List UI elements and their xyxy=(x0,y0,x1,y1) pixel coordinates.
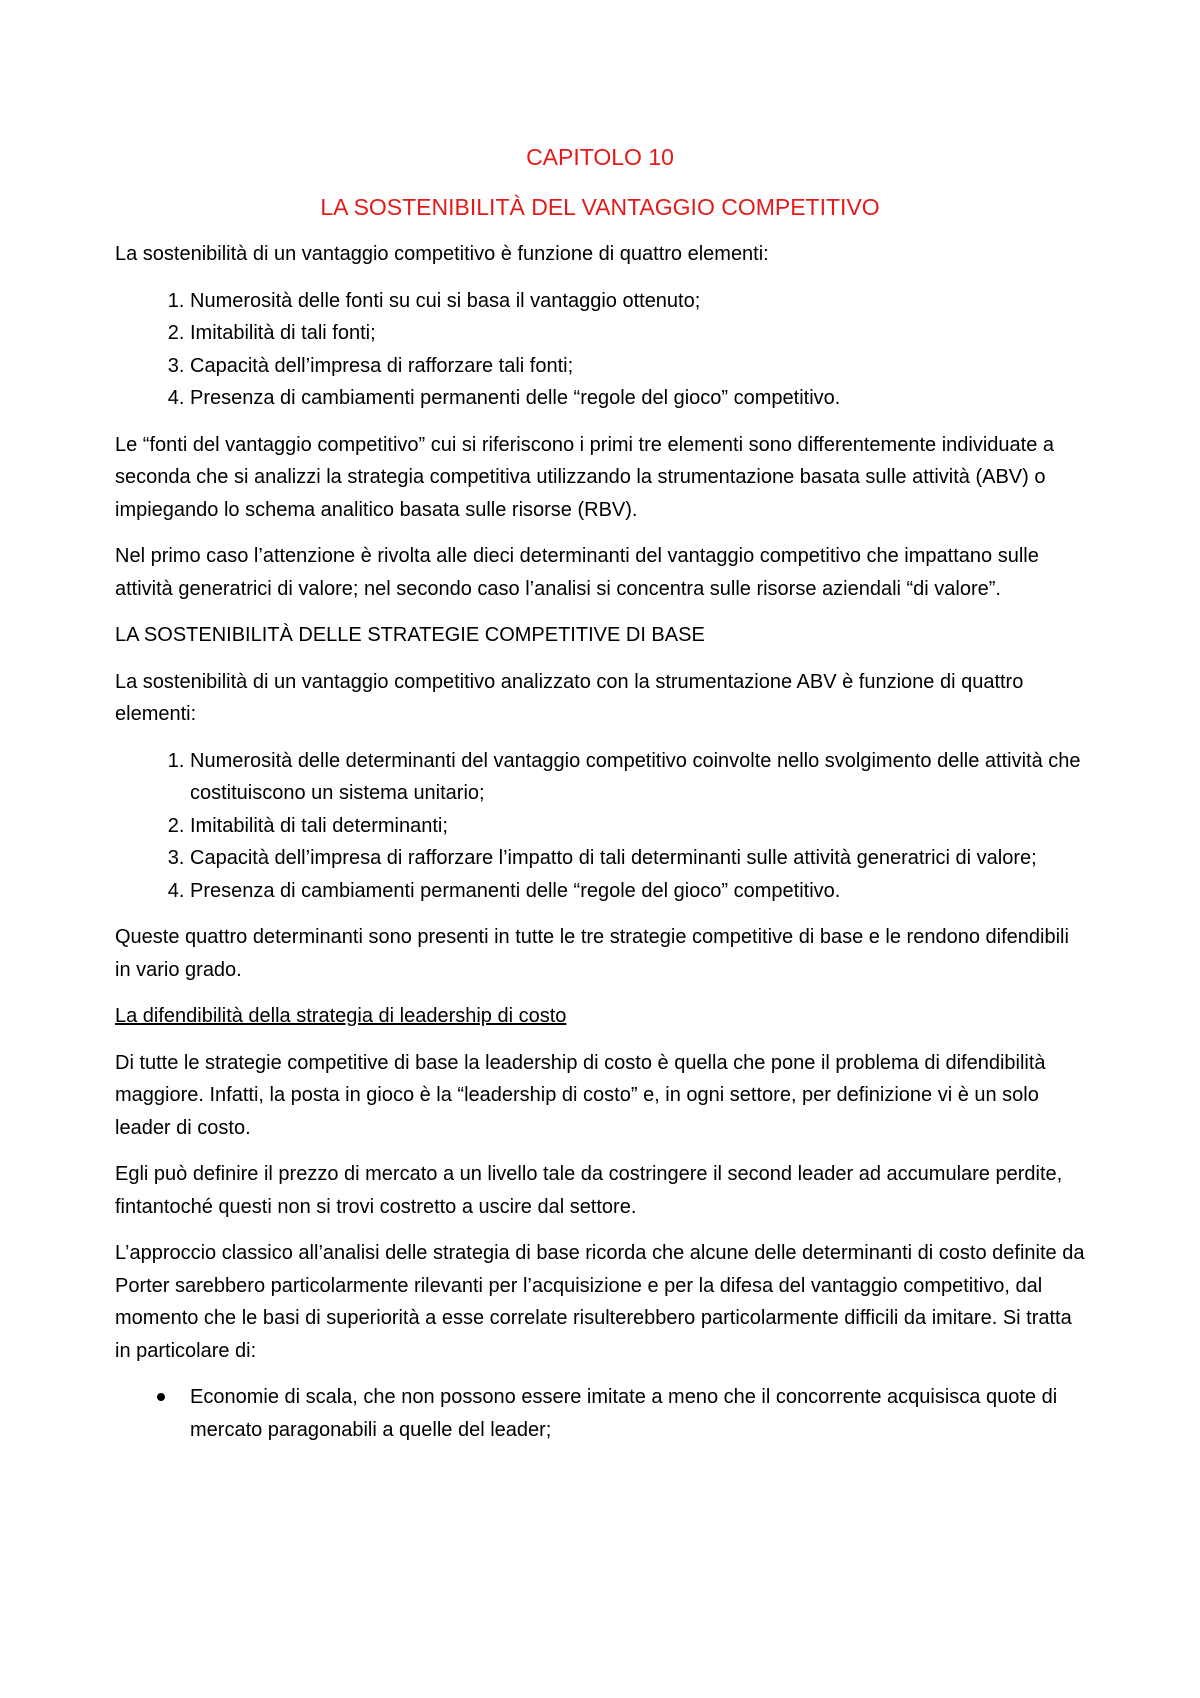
bullet-item: Economie di scala, che non possono essere imitate a meno che il concorrente acquisisca quote di mercato paragonabili a quelle del leader; xyxy=(190,1381,1085,1446)
list-item: 3. Capacità dell’impresa di rafforzare tali fonti; xyxy=(190,350,1085,383)
list-item: 1. Numerosità delle determinanti del vantaggio competitivo coinvolte nello svolgimento delle attività che costituiscono un sistema unitario; xyxy=(190,745,1085,810)
chapter-title: LA SOSTENIBILITÀ DEL VANTAGGIO COMPETITIVO xyxy=(320,194,880,220)
paragraph: Le “fonti del vantaggio competitivo” cui si riferiscono i primi tre elementi sono differentemente individuate a seconda che si analizzi la strategia competitiva utilizzando la strumentazione basata sulle attività (ABV) o impiegando lo schema analitico basata sulle risorse (RBV). xyxy=(115,433,1055,521)
list-item: 2. Imitabilità di tali determinanti; xyxy=(190,810,1085,843)
document-page xyxy=(115,140,1085,1460)
paragraph: Di tutte le strategie competitive di base la leadership di costo è quella che pone il problema di difendibilità maggiore. Infatti, la posta in gioco è la “leadership di costo” e, in ogni settore, per definizione vi è un solo leader di costo. xyxy=(115,1051,1046,1139)
determinants-list xyxy=(115,745,1085,908)
subsection-heading: La difendibilità della strategia di leadership di costo xyxy=(115,1005,567,1027)
intro-paragraph: La sostenibilità di un vantaggio competitivo è funzione di quattro elementi: xyxy=(115,243,769,265)
paragraph: Egli può definire il prezzo di mercato a un livello tale da costringere il second leader ad accumulare perdite, fintantoché questi non si trovi costretto a uscire dal settore. xyxy=(115,1163,1063,1218)
list-item: 1. Numerosità delle fonti su cui si basa il vantaggio ottenuto; xyxy=(190,285,1085,318)
paragraph: Nel primo caso l’attenzione è rivolta alle dieci determinanti del vantaggio competitivo che impattano sulle attività generatrici di valore; nel secondo caso l’analisi si concentra sulle risorse aziendali “di valore”. xyxy=(115,545,1039,600)
chapter-number: CAPITOLO 10 xyxy=(526,144,674,170)
elements-list xyxy=(115,285,1085,415)
paragraph: Queste quattro determinanti sono presenti in tutte le tre strategie competitive di base e le rendono difendibili in vario grado. xyxy=(115,926,1069,981)
list-item: 4. Presenza di cambiamenti permanenti delle “regole del gioco” competitivo. xyxy=(190,382,1085,415)
paragraph: La sostenibilità di un vantaggio competitivo analizzato con la strumentazione ABV è funzione di quattro elementi: xyxy=(115,670,1024,725)
list-item: 4. Presenza di cambiamenti permanenti delle “regole del gioco” competitivo. xyxy=(190,875,1085,908)
list-item: 2. Imitabilità di tali fonti; xyxy=(190,317,1085,350)
bullet-list xyxy=(115,1381,1085,1446)
paragraph: L’approccio classico all’analisi delle strategia di base ricorda che alcune delle determinanti di costo definite da Porter sarebbero particolarmente rilevanti per l’acquisizione e per la difesa del vantaggio competitivo, dal momento che le basi di superiorità a esse correlate risulterebbero particolarmente difficili da imitare. Si tratta in particolare di: xyxy=(115,1242,1085,1362)
section-heading: LA SOSTENIBILITÀ DELLE STRATEGIE COMPETITIVE DI BASE xyxy=(115,624,705,646)
list-item: 3. Capacità dell’impresa di rafforzare l’impatto di tali determinanti sulle attività generatrici di valore; xyxy=(190,842,1085,875)
